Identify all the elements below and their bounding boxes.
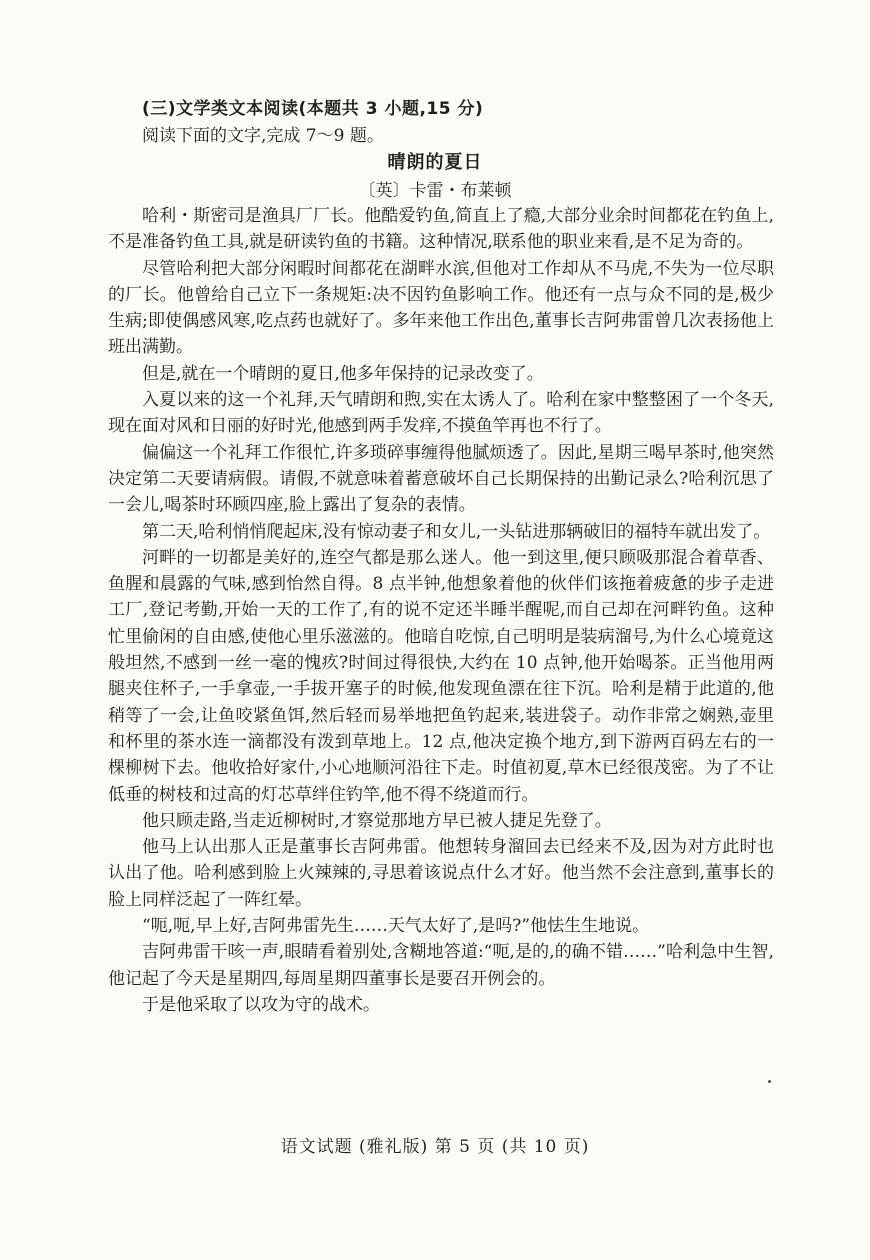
paragraph: 于是他采取了以攻为守的战术。 (142, 994, 380, 1015)
section-heading: (三)文学类文本阅读(本题共 3 小题,15 分) (142, 99, 484, 119)
paragraph: 偏偏这一个礼拜工作很忙,许多琐碎事缠得他腻烦透了。因此,星期三喝早茶时,他突然决定第二天要请病假。请假,不就意味着蓄意破坏自己长期保持的出勤记录么?哈利沉思了一会儿,喝茶时环顾四座,脸上露出了复杂的表情。 (108, 442, 774, 516)
reading-instruction: 阅读下面的文字,完成 7～9 题。 (142, 126, 384, 146)
passage-author: 〔英〕卡雷・布莱顿 (358, 181, 512, 201)
passage-title: 晴朗的夏日 (387, 152, 483, 173)
paragraph: 第二天,哈利悄悄爬起床,没有惊动妻子和女儿,一头钻进那辆破旧的福特车就出发了。 (142, 521, 771, 542)
paragraph: 他马上认出那人正是董事长吉阿弗雷。他想转身溜回去已经来不及,因为对方此时也认出了他。哈利感到脸上火辣辣的,寻思着该说点什么才好。他当然不会注意到,董事长的脸上同样泛起了一阵红晕。 (108, 837, 774, 910)
paragraph: 尽管哈利把大部分闲暇时间都花在湖畔水滨,但他对工作却从不马虎,不失为一位尽职的厂长。他曾给自己立下一条规矩:决不因钓鱼影响工作。他还有一点与众不同的是,极少生病;即使偶感风寒,吃点药也就好了。多年来他工作出色,董事长吉阿弗雷曾几次表扬他上班出满勤。 (108, 258, 774, 358)
paragraph: 吉阿弗雷干咳一声,眼睛看着别处,含糊地答道:“呃,是的,的确不错……”哈利急中生智,他记起了今天是星期四,每周星期四董事长是要召开例会的。 (108, 942, 774, 989)
paragraph: 他只顾走路,当走近柳树时,才察觉那地方早已被人捷足先登了。 (142, 810, 612, 831)
page-footer: 语文试题 (雅礼版) 第 5 页 (共 10 页) (280, 1137, 590, 1157)
paragraph: 河畔的一切都是美好的,连空气都是那么迷人。他一到这里,便只顾吸那混合着草香、鱼腥和晨露的气味,感到怡然自得。8 点半钟,他想象着他的伙伴们该拖着疲惫的步子走进工厂,登记考勤,开始一天的工作了,有的说不定还半睡半醒呢,而自己却在河畔钓鱼。这种忙里偷闲的自由感,使他心里乐滋滋的。他暗自吃惊,自己明明是装病溜号,为什么心境竟这般坦然,不感到一丝一毫的愧疚?时间过得很快,大约在 10 点钟,他开始喝茶。正当他用两腿夹住杯子,一手拿壶,一手拔开塞子的时候,他发现鱼漂在往下沉。哈利是精于此道的,他稍等了一会,让鱼咬紧鱼饵,然后轻而易举地把鱼钓起来,装进袋子。动作非常之娴熟,壶里和杯里的茶水连一滴都没有泼到草地上。12 点,他决定换个地方,到下游两百码左右的一棵柳树下去。他收拾好家什,小心地顺河沿往下走。时值初夏,草木已经很茂密。为了不让低垂的树枝和过高的灯芯草绊住钓竿,他不得不绕道而行。 (108, 547, 774, 805)
scan-speck (768, 1080, 771, 1083)
passage-body (108, 203, 774, 1018)
paragraph: “呃,呃,早上好,吉阿弗雷先生……天气太好了,是吗?”他怯生生地说。 (142, 916, 650, 937)
paragraph: 但是,就在一个晴朗的夏日,他多年保持的记录改变了。 (142, 363, 544, 384)
paragraph: 哈利・斯密司是渔具厂厂长。他酷爱钓鱼,简直上了瘾,大部分业余时间都花在钓鱼上,不是准备钓鱼工具,就是研读钓鱼的书籍。这种情况,联系他的职业来看,是不足为奇的。 (108, 206, 774, 253)
paragraph: 入夏以来的这一个礼拜,天气晴朗和煦,实在太诱人了。哈利在家中整整困了一个冬天,现在面对风和日丽的好时光,他感到两手发痒,不摸鱼竿再也不行了。 (108, 390, 774, 437)
